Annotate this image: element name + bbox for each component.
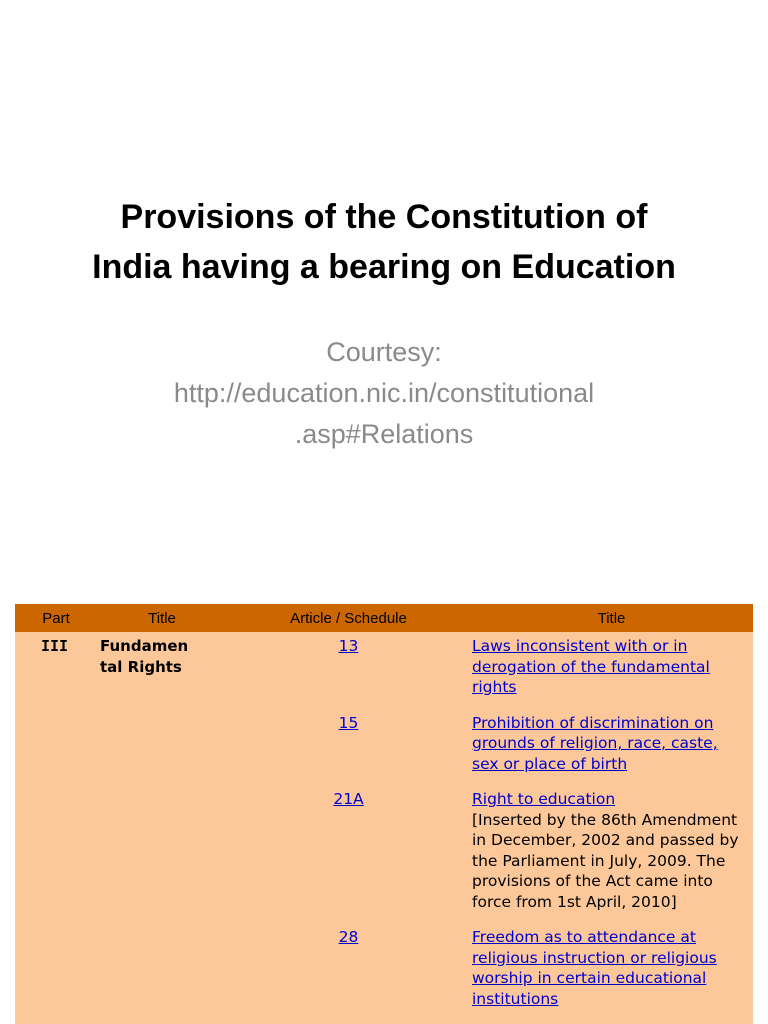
slide-title xyxy=(0,192,768,292)
courtesy-text xyxy=(0,332,768,455)
article-title-cell xyxy=(470,923,753,1009)
article-link-28[interactable]: 28 xyxy=(338,928,359,946)
courtesy-url-line-1: http://education.nic.in/constitutional xyxy=(173,378,595,408)
table-header-row xyxy=(15,604,753,632)
header-article-title: Title xyxy=(470,604,753,632)
article-link-15[interactable]: 15 xyxy=(338,713,359,732)
provisions-table xyxy=(15,604,753,1009)
header-part: Part xyxy=(15,604,97,632)
article-link-21a[interactable]: 21A xyxy=(333,790,364,808)
article-title-link-15[interactable]: Prohibition of discrimination on grounds of religion, race, caste, sex or place of birth xyxy=(472,713,718,773)
header-article-schedule: Article / Schedule xyxy=(227,604,470,632)
article-cell xyxy=(227,709,470,786)
courtesy-label: Courtesy: xyxy=(326,337,442,367)
slide-title-line-2: India having a bearing on Education xyxy=(92,248,676,286)
article-note: [Inserted by the 86th Amendment in December, 2002 and passed by the Parliament in July, 2009. The provisions of the Act came into force from 1st April, 2010] xyxy=(472,810,739,911)
article-title-cell xyxy=(470,785,753,923)
article-title-cell xyxy=(470,709,753,786)
courtesy-url-line-2: .asp#Relations xyxy=(294,419,474,449)
header-title: Title xyxy=(97,604,227,632)
part-title xyxy=(97,632,227,1009)
provisions-table-container xyxy=(15,604,753,1024)
article-cell xyxy=(227,785,470,923)
article-title-link-21a[interactable]: Right to education xyxy=(472,790,616,808)
part-title-line-1: Fundamen xyxy=(100,637,189,655)
article-link-13[interactable]: 13 xyxy=(338,637,359,655)
part-title-line-2: tal Rights xyxy=(100,657,182,676)
table-row xyxy=(15,632,753,709)
article-title-link-13[interactable]: Laws inconsistent with or in derogation of the fundamental rights xyxy=(472,637,710,696)
article-title-link-28[interactable]: Freedom as to attendance at religious instruction or religious worship in certain educational institutions xyxy=(472,928,717,1008)
article-cell xyxy=(227,923,470,1009)
part-number: III xyxy=(41,637,69,655)
article-cell xyxy=(227,632,470,709)
article-title-cell xyxy=(470,632,753,709)
slide-title-line-1: Provisions of the Constitution of xyxy=(120,198,648,236)
